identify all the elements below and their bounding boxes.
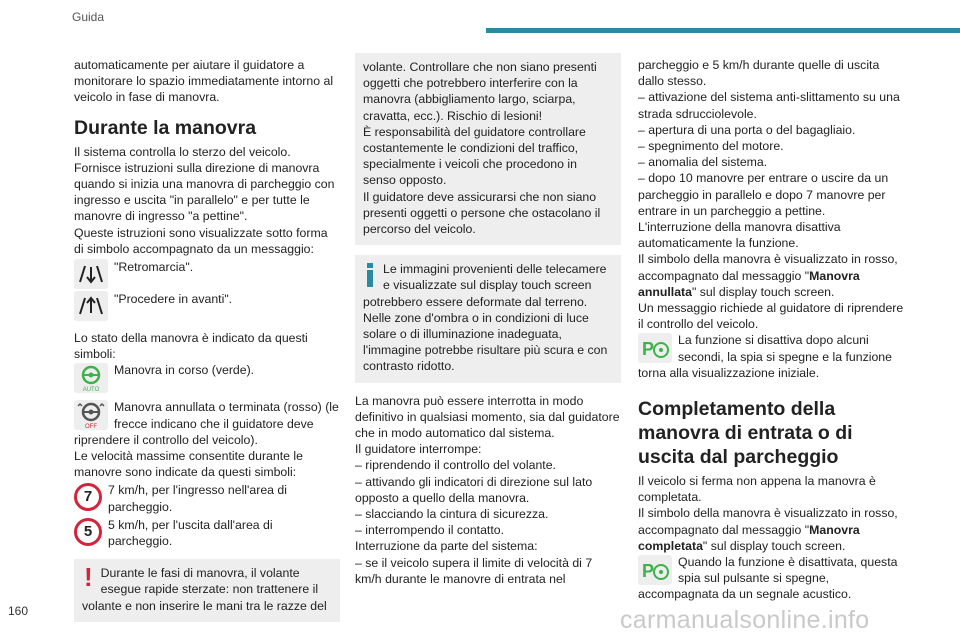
paragraph: Il guidatore interrompe:: [355, 442, 482, 457]
message-manovra-annullata: Manovra annullata: [638, 268, 860, 299]
speed-text: 7 km/h, per l'ingresso nell'area di parcheggio.: [108, 483, 287, 514]
paragraph: Quando la funzione è disattivata, questa spia sul pulsante si spegne, accompagnata da un segnale acustico.: [638, 555, 898, 602]
list-item: – slacciando la cintura di sicurezza.: [355, 507, 549, 522]
paragraph: Lo stato della manovra è indicato da questi simboli:: [74, 331, 308, 362]
svg-text:OFF: OFF: [85, 424, 97, 430]
symbol-row-forward: [74, 291, 340, 321]
park-assist-icon: [638, 333, 672, 363]
list-item: – apertura di una porta o del bagagliaio.: [638, 122, 856, 137]
forward-arrow-icon: [74, 291, 108, 321]
list-item: – spegnimento del motore.: [638, 139, 784, 154]
section-heading: Durante la manovra: [74, 116, 257, 139]
speed5-row: [74, 517, 340, 549]
steering-auto-icon: [74, 363, 108, 393]
paragraph: Interruzione da parte del sistema:: [355, 539, 538, 554]
warning-text: Il guidatore deve assicurarsi che non siano presenti oggetti o persone che ostacolano il percorso del veicolo.: [363, 189, 601, 237]
steering-off-icon: [74, 400, 108, 430]
state-red-row: [74, 399, 340, 448]
svg-text:P: P: [642, 561, 655, 582]
svg-text:AUTO: AUTO: [82, 387, 100, 393]
warning-text: È responsabilità del guidatore controllare costantemente le condizioni del traffico, specialmente i veicoli che procedono in senso opposto.: [363, 124, 586, 188]
info-icon: [365, 263, 375, 287]
speed-5-icon: 5: [74, 518, 102, 546]
reverse-arrow-icon: [74, 259, 108, 289]
state-text: Manovra in corso (verde).: [114, 363, 255, 378]
park-indicator-row: [638, 332, 904, 381]
paragraph: La funzione si disattiva dopo alcuni secondi, la spia si spegne e la funzione torna alla visualizzazione iniziale.: [638, 333, 892, 380]
paragraph: La manovra può essere interrotta in modo definitivo in qualsiasi momento, sia dal guidatore che in modo automatico dal sistema.: [355, 393, 620, 441]
message-manovra-completata: Manovra completata: [638, 522, 860, 553]
column-3: [638, 57, 904, 603]
info-text: Le immagini provenienti delle telecamere e visualizzate sul display touch screen potrebbero essere deformate dal terreno.: [363, 262, 607, 309]
symbol-label: "Procedere in avanti".: [114, 292, 233, 307]
symbol-label: "Retromarcia".: [114, 260, 194, 275]
warning-text: Durante le fasi di manovra, il volante esegue rapide sterzate: non trattenere il volante e non inserire le mani tra le razze del: [82, 566, 327, 613]
list-item: – dopo 10 manovre per entrare o uscire da un parcheggio in parallelo e dopo 7 manovre per entrare in un parcheggio a pettine.: [638, 171, 889, 218]
watermark: carmanualsonline.info: [620, 606, 870, 634]
header-accent-bar: [486, 28, 960, 33]
list-item: – interrompendo il contatto.: [355, 523, 505, 538]
paragraph: Fornisce istruzioni sulla direzione di manovra quando si inizia una manovra di parcheggio con ingresso e uscita "in parallelo" e per tutte le manovre di ingresso "a pettine".: [74, 160, 335, 224]
paragraph: Le velocità massime consentite durante le manovre sono indicate da questi simboli:: [74, 449, 303, 480]
paragraph: parcheggio e 5 km/h durante quelle di uscita dallo stesso.: [638, 58, 880, 89]
warning-text: volante. Controllare che non siano presenti oggetti che potrebbero interferire con la manovra (abbigliamento largo, sciarpa, cravatta, ecc.). Rischio di lesioni!: [363, 60, 597, 123]
warning-box: [74, 559, 340, 622]
paragraph: Queste istruzioni sono visualizzate sotto forma di simbolo accompagnato da un messaggio:: [74, 225, 328, 256]
speed7-row: [74, 482, 340, 514]
list-item: – anomalia del sistema.: [638, 155, 768, 170]
paragraph: Un messaggio richiede al guidatore di riprendere il controllo del veicolo.: [638, 301, 904, 332]
info-box: [355, 255, 621, 382]
symbol-row-reverse: [74, 259, 340, 289]
section-heading: Completamento della manovra di entrata o di uscita dal parcheggio: [638, 398, 853, 469]
page-number: 160: [8, 604, 29, 618]
state-text: Manovra annullata o terminata (rosso) (le frecce indicano che il guidatore deve riprendere il controllo del veicolo).: [74, 400, 339, 447]
list-item: – attivazione del sistema anti-slittamento su una strada sdrucciolevole.: [638, 90, 900, 121]
paragraph: L'interruzione della manovra disattiva automaticamente la funzione.: [638, 220, 841, 251]
park-indicator-row: [638, 554, 904, 603]
list-item: – se il veicolo supera il limite di velocità di 7 km/h durante le manovre di entrata nel: [355, 555, 593, 586]
state-green-row: [74, 362, 340, 393]
warning-box-continued: [355, 53, 621, 245]
list-item: – riprendendo il controllo del volante.: [355, 458, 556, 473]
list-item: – attivando gli indicatori di direzione sul lato opposto a quello della manovra.: [355, 474, 593, 505]
svg-text:P: P: [642, 339, 655, 360]
speed-7-icon: 7: [74, 483, 102, 511]
intro-text: automaticamente per aiutare il guidatore a monitorare lo spazio immediatamente intorno al veicolo in fase di manovra.: [74, 58, 334, 105]
column-2: [355, 57, 621, 587]
paragraph: Il simbolo della manovra è visualizzato in rosso, accompagnato dal messaggio "Manovra annullata" sul display touch screen.: [638, 252, 898, 299]
column-1: [74, 57, 340, 632]
park-assist-icon: [638, 555, 672, 585]
info-text: Nelle zone d'ombra o in condizioni di luce solare o di illuminazione inadeguata, l'immagine potrebbe risultare più scura e con contrasto ridotto.: [363, 310, 608, 374]
paragraph: Il veicolo si ferma non appena la manovra è completata.: [638, 474, 876, 505]
paragraph: Il sistema controlla lo sterzo del veicolo.: [74, 144, 291, 159]
paragraph: Il simbolo della manovra è visualizzato in rosso, accompagnato dal messaggio "Manovra completata" sul display touch screen.: [638, 506, 898, 553]
speed-text: 5 km/h, per l'uscita dall'area di parcheggio.: [108, 517, 273, 549]
header-title: Guida: [72, 10, 105, 24]
warning-icon: !: [84, 562, 93, 593]
